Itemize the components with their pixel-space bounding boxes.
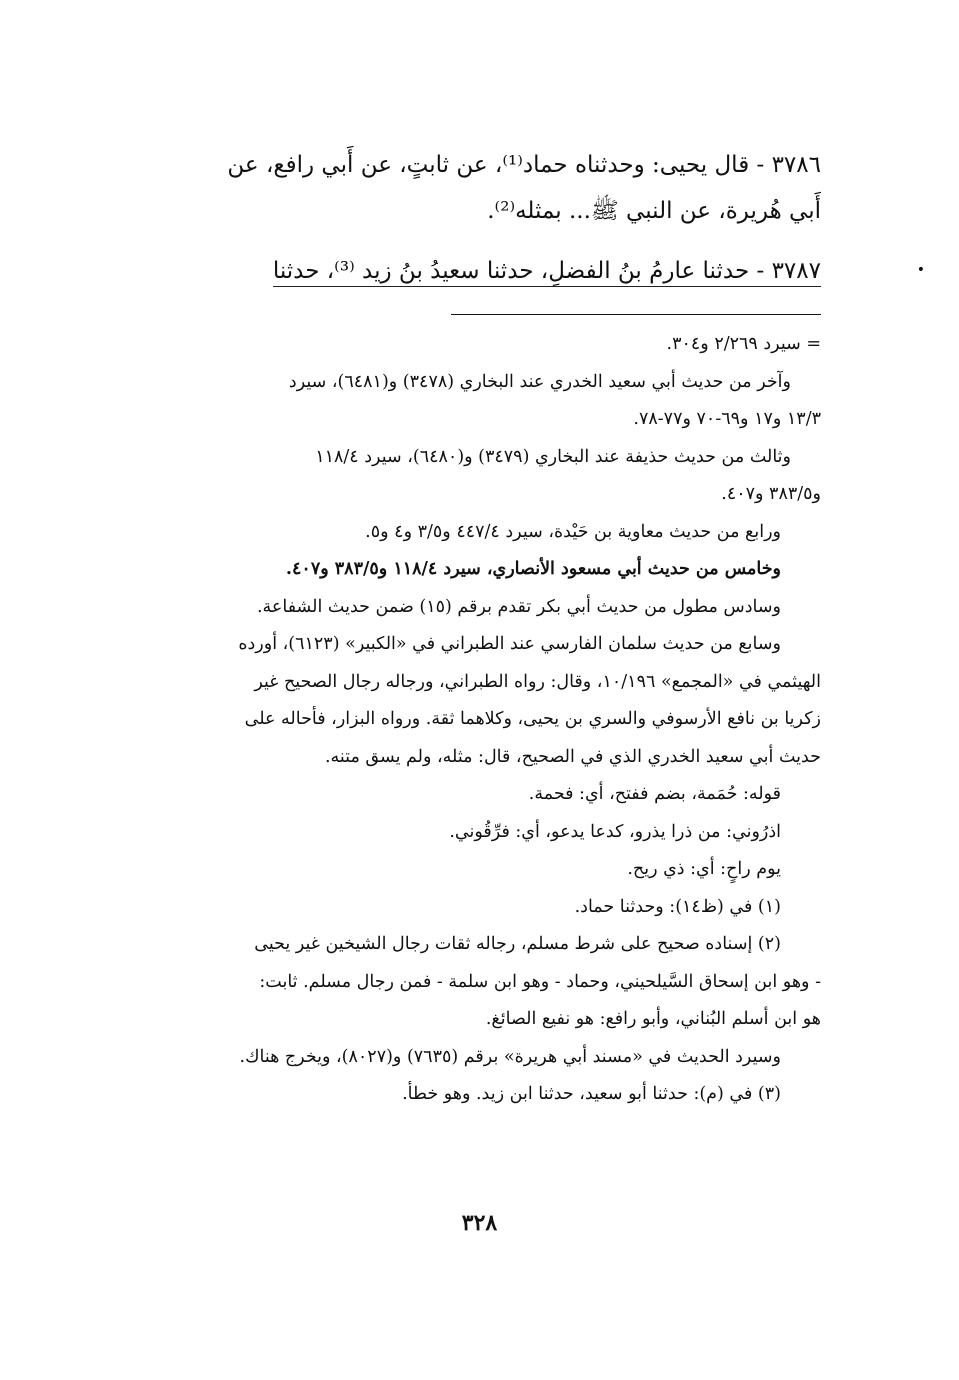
page-number: ٣٢٨ (461, 1210, 498, 1236)
note-line: وثالث من حديث حذيفة عند البخاري (٣٤٧٩) و(٦٤٨٠)، سيرد ١١٨/٤ (315, 446, 791, 467)
note-line: = سيرد ٢/٢٦٩ و٣٠٤. (666, 334, 821, 354)
note-line: قوله: حُمَمة، بضم ففتح، أي: فحمة. (528, 784, 781, 804)
note-line: ١٣/٣ و١٧ و٦٩-٧٠ و٧٧-٧٨. (633, 409, 821, 429)
footnote-2: (٢) إسناده صحيح على شرط مسلم، رجاله ثقات رجال الشيخين غير يحيى (254, 934, 781, 954)
main-text (131, 142, 821, 294)
note-line: وسادس مطول من حديث أبي بكر تقدم برقم (١٥) ضمن حديث الشفاعة. (256, 596, 781, 617)
note-line: وخامس من حديث أبي مسعود الأنصاري، سيرد ١١٨/٤ و٣٨٣/٥ و٤٠٧. (285, 559, 781, 579)
hadith-3787-line-1 (131, 248, 821, 294)
hadith-3787-text: ٣٧٨٧ - حدثنا عارمُ بنُ الفضلِ، حدثنا سعيدُ بنُ زيد ⁽³⁾، حدثنا (273, 258, 821, 287)
footnote-separator (451, 314, 821, 315)
note-line: يوم راحٍ: أي: ذي ريح. (627, 859, 781, 879)
footnote-3: (٣) في (م): حدثنا أبو سعيد، حدثنا ابن زيد. وهو خطأ. (402, 1084, 781, 1104)
note-line: ورابع من حديث معاوية بن حَيْدة، سيرد ٤٤٧/٤ و٣/٥ و٤ و٥. (365, 521, 781, 542)
footnote-1: (١) في (ظ١٤): وحدثنا حماد. (574, 896, 781, 917)
note-line: اذرُوني: من ذرا يذرو، كدعا يدعو، أي: فرِّقُوني. (449, 821, 781, 842)
hadith-3786-line-1: ٣٧٨٦ - قال يحيى: وحدثناه حماد⁽¹⁾، عن ثابتٍ، عن أَبي رافع، عن (227, 152, 821, 178)
note-line: زكريا بن نافع الأرسوفي والسري بن يحيى، وكلاهما ثقة. ورواه البزار، فأحاله على (244, 709, 821, 729)
note-line: وآخر من حديث أبي سعيد الخدري عند البخاري (٣٤٧٨) و(٦٤٨١)، سيرد (288, 371, 791, 392)
hadith-3786-line-2: أَبي هُريرة، عن النبي ﷺ... بمثله⁽²⁾. (487, 198, 821, 224)
note-line: هو ابن أسلم البُناني، وأبو رافع: هو نفيع الصائغ. (485, 1009, 821, 1029)
note-line: الهيثمي في «المجمع» ١٠/١٩٦، وقال: رواه الطبراني، ورجاله رجال الصحيح غير (254, 671, 821, 692)
footnotes (131, 326, 821, 1114)
note-line: - وهو ابن إسحاق السَّيلحيني، وحماد - وهو ابن سلمة - فمن رجال مسلم. ثابت: (259, 971, 821, 992)
margin-mark: • (916, 262, 925, 278)
note-line: و٣٨٣/٥ و٤٠٧. (721, 484, 821, 504)
note-line: حديث أبي سعيد الخدري الذي في الصحيح، قال: مثله، ولم يسق متنه. (324, 746, 821, 767)
note-line: وسابع من حديث سلمان الفارسي عند الطبراني في «الكبير» (٦١٢٣)، أورده (238, 634, 781, 654)
note-line: وسيرد الحديث في «مسند أبي هريرة» برقم (٧٦٣٥) و(٨٠٢٧)، ويخرج هناك. (239, 1046, 781, 1067)
